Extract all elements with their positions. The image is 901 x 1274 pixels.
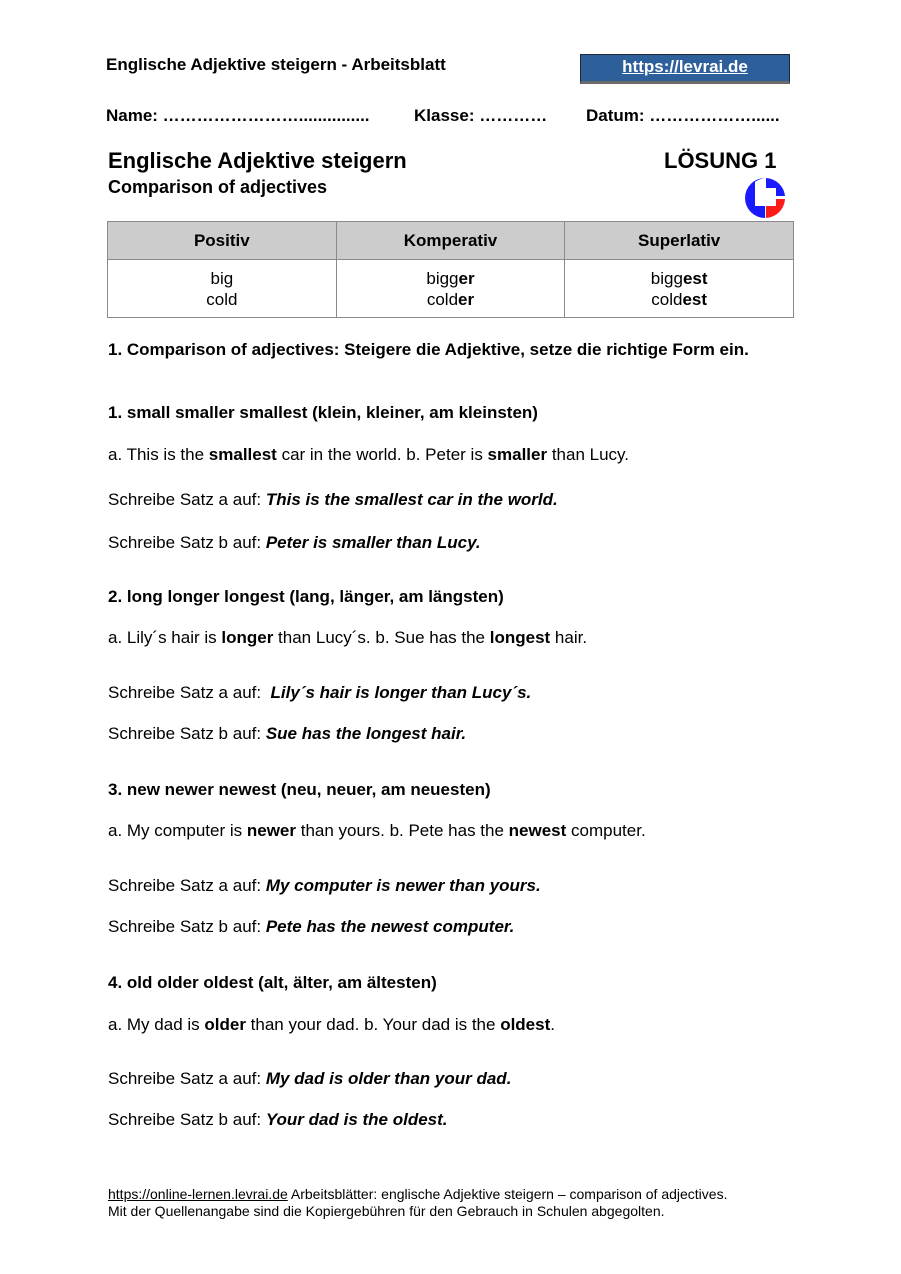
exercise-sentence: a. Lily´s hair is longer than Lucy´s. b. Sue has the longest hair. bbox=[108, 628, 588, 647]
exercise-heading: 3. new newer newest (neu, neuer, am neuesten) bbox=[108, 780, 491, 799]
ending: est bbox=[682, 289, 708, 309]
site-link-box[interactable] bbox=[580, 54, 790, 84]
answer-b: Schreibe Satz b auf: Pete has the newest computer. bbox=[108, 917, 515, 936]
ending: est bbox=[682, 268, 708, 288]
answer-a: Schreibe Satz a auf: My dad is older than your dad. bbox=[108, 1069, 512, 1088]
date-field: Datum: ………………...... bbox=[586, 106, 780, 125]
header-positiv: Positiv bbox=[108, 222, 337, 260]
footer-line1: Arbeitsblätter: englische Adjektive steigern – comparison of adjectives. bbox=[287, 1186, 728, 1202]
answer-a: Schreibe Satz a auf: Lily´s hair is longer than Lucy´s. bbox=[108, 683, 532, 702]
cell-positiv bbox=[108, 260, 337, 318]
exercise-heading: 2. long longer longest (lang, länger, am längsten) bbox=[108, 587, 504, 606]
class-field: Klasse: ………… bbox=[414, 106, 548, 125]
stem: bigg bbox=[650, 268, 683, 288]
exercise-sentence: a. My computer is newer than yours. b. Pete has the newest computer. bbox=[108, 821, 646, 840]
exercise-heading: 1. small smaller smallest (klein, kleiner, am kleinsten) bbox=[108, 403, 538, 422]
answer-b: Schreibe Satz b auf: Peter is smaller than Lucy. bbox=[108, 533, 481, 552]
answer-b: Schreibe Satz b auf: Sue has the longest hair. bbox=[108, 724, 467, 743]
page-title: Englische Adjektive steigern bbox=[108, 148, 407, 173]
positive-form: cold bbox=[206, 289, 238, 309]
name-field: Name: ……………………............... bbox=[106, 106, 370, 125]
task-instruction: 1. Comparison of adjectives: Steigere die Adjektive, setze die richtige Form ein. bbox=[108, 340, 749, 359]
levrai-logo-icon bbox=[742, 176, 788, 218]
footer bbox=[108, 1186, 727, 1220]
footer-link[interactable]: https://online-lernen.levrai.de bbox=[108, 1186, 288, 1202]
answer-a: Schreibe Satz a auf: My computer is newer than yours. bbox=[108, 876, 541, 895]
answer-a: Schreibe Satz a auf: This is the smallest car in the world. bbox=[108, 490, 558, 509]
ending: er bbox=[458, 289, 475, 309]
header-superlativ: Superlativ bbox=[565, 222, 794, 260]
ending: er bbox=[458, 268, 475, 288]
exercise-sentence: a. My dad is older than your dad. b. Your dad is the oldest. bbox=[108, 1015, 555, 1034]
answer-b: Schreibe Satz b auf: Your dad is the oldest. bbox=[108, 1110, 448, 1129]
page-subtitle: Comparison of adjectives bbox=[108, 177, 328, 197]
comparison-table bbox=[107, 221, 794, 318]
stem: bigg bbox=[426, 268, 459, 288]
site-link[interactable]: https://levrai.de bbox=[622, 57, 748, 76]
solution-label: LÖSUNG 1 bbox=[664, 148, 777, 173]
footer-line2: Mit der Quellenangabe sind die Kopiergebühren für den Gebrauch in Schulen abgegolten. bbox=[108, 1203, 665, 1219]
cell-komperativ bbox=[336, 260, 565, 318]
cell-superlativ bbox=[565, 260, 794, 318]
stem: cold bbox=[426, 289, 459, 309]
table-row bbox=[108, 260, 794, 318]
stem: cold bbox=[651, 289, 683, 309]
worksheet-title: Englische Adjektive steigern - Arbeitsblatt bbox=[106, 55, 446, 74]
exercise-heading: 4. old older oldest (alt, älter, am ältesten) bbox=[108, 973, 437, 992]
header-komperativ: Komperativ bbox=[336, 222, 565, 260]
exercise-sentence: a. This is the smallest car in the world. b. Peter is smaller than Lucy. bbox=[108, 445, 629, 464]
positive-form: big bbox=[210, 268, 234, 288]
